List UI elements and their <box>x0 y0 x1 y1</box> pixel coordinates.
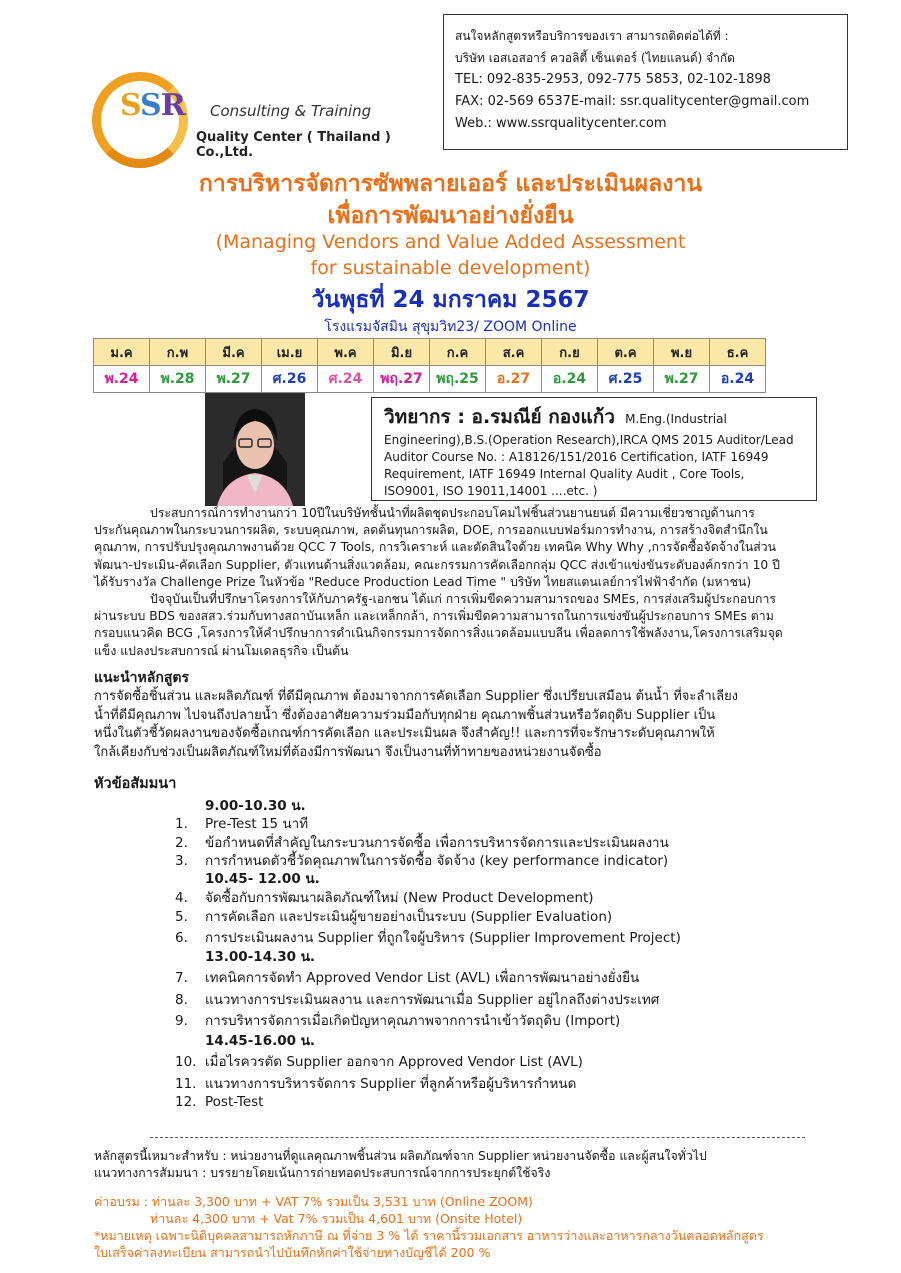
topic-item <box>175 988 659 1010</box>
month-cell: พ.ย <box>654 339 710 366</box>
course-title-en-2: for sustainable development) <box>310 257 591 279</box>
topic-number: 3. <box>175 853 188 869</box>
topic-text: การกำหนดตัวชี้วัดคุณภาพในการจัดซื้อ จัดจ้าง (key performance indicator) <box>205 853 669 869</box>
topic-number: 5. <box>175 909 188 925</box>
topic-item <box>175 1009 620 1031</box>
schedule-table <box>93 338 766 393</box>
topic-number: 2. <box>175 835 188 851</box>
month-cell: ส.ค <box>486 339 542 366</box>
topic-item <box>175 1050 583 1072</box>
topics-heading: หัวข้อสัมมนา <box>94 776 177 792</box>
contact-company: บริษัท เอสเอสอาร์ ควอลิตี้ เซ็นเตอร์ (ไทยแลนด์) จำกัด <box>455 51 735 65</box>
month-cell: ต.ค <box>598 339 654 366</box>
text-line: คุณภาพ, การปรับปรุงคุณภาพงานด้วย QCC 7 Tools, การวิเคราะห์ และตัดสินใจด้วย เทคนิค Why Why ,การจัดซื้อจัดจ้างในส่วน <box>94 540 777 555</box>
course-date: วันพุธที่ 24 มกราคม 2567 <box>311 287 590 313</box>
topic-text: Pre-Test 15 นาที <box>205 816 309 832</box>
text-line: น้ำที่ดีมีคุณภาพ ไปจนถึงปลายน้ำ ซึ่งต้องอาศัยความร่วมมือกับทุกฝ่าย คุณภาพชิ้นส่วนหรือวัตถุดิบ Supplier เป็น <box>94 707 716 723</box>
topic-text: Post-Test <box>205 1094 264 1110</box>
time-slot-4: 14.45-16.00 น. <box>205 1033 316 1049</box>
fee-online: ค่าอบรม : ท่านละ 3,300 บาท + VAT 7% รวมเป็น 3,531 บาท (Online ZOOM) <box>94 1194 533 1209</box>
date-cell: พ.28 <box>150 366 206 393</box>
seminar-method: แนวทางการสัมมนา : บรรยายโดยเน้นการถ่ายทอดประสบการณ์จากการประยุกต์ใช้จริง <box>94 1166 551 1180</box>
contact-fax-email: FAX: 02-569 6537E-mail: ssr.qualitycenter@gmail.com <box>455 94 810 109</box>
instructor-cred-1: M.Eng.(Industrial <box>625 412 727 426</box>
time-slot-1: 9.00-10.30 น. <box>205 798 306 814</box>
topic-item <box>175 966 639 988</box>
date-cell: ศ.24 <box>318 366 374 393</box>
topic-text: แนวทางการบริหารจัดการ Supplier ที่ลูกค้าหรือผู้บริหารกำหนด <box>205 1076 577 1092</box>
contact-tel: TEL: 092-835-2953, 092-775 5853, 02-102-1898 <box>455 72 771 87</box>
instructor-box <box>371 397 817 501</box>
topic-text: แนวทางการประเมินผลงาน และการพัฒนาเมื่อ Supplier อยู่ไกลถึงต่างประเทศ <box>205 992 660 1008</box>
topic-number: 8. <box>175 992 188 1008</box>
topic-number: 12. <box>175 1094 197 1110</box>
time-slot-2: 10.45- 12.00 น. <box>205 871 320 887</box>
text-line: ประสบการณ์การทำงานกว่า 10ปีในบริษัทชั้นนำที่ผลิตชุดประกอบโคมไฟชิ้นส่วนยานยนต์ มีความเชี่ยวชาญด้านการ <box>150 506 755 520</box>
text-line: ปัจจุบันเป็นที่ปรึกษาโครงการให้กับภาครัฐ-เอกชน ได้แก่ การเพิ่มขีดความสามารถของ SMEs, การส่งเสริมผู้ประกอบการ <box>150 592 776 606</box>
month-cell: ก.ค <box>430 339 486 366</box>
month-cell: ธ.ค <box>710 339 766 366</box>
text-line: ประกันคุณภาพในกระบวนการผลิต, ระบบคุณภาพ, ลดต้นทุนการผลิต, DOE, การออกแบบฟอร์มการทำงาน, การสร้างจิตสำนึกใน <box>94 523 768 538</box>
logo-tagline: Consulting & Training <box>210 102 372 120</box>
intro-paragraph <box>94 688 814 762</box>
month-cell: ม.ค <box>94 339 150 366</box>
text-line: ได้รับรางวัล Challenge Prize ในหัวข้อ "Reduce Production Lead Time " บริษัท ไทยสแตนเลย์การไฟฟ้าจำกัด (มหาชน) <box>94 574 752 589</box>
experience-paragraph-2 <box>94 591 814 660</box>
topic-number: 6. <box>175 930 188 946</box>
text-line: การจัดซื้อชิ้นส่วน และผลิตภัณฑ์ ที่ดีมีคุณภาพ ต้องมาจากการคัดเลือก Supplier ซึ่งเปรียบเสมือน ต้นน้ำ ที่จะลำเลียง <box>94 689 739 704</box>
date-cell: ศ.26 <box>262 366 318 393</box>
topic-text: การบริหารจัดการเมื่อเกิดปัญหาคุณภาพจากการนำเข้าวัตถุดิบ (Import) <box>205 1013 621 1029</box>
topic-text: การประเมินผลงาน Supplier ที่ถูกใจผู้บริหาร (Supplier Improvement Project) <box>205 930 681 946</box>
company-logo <box>92 62 432 172</box>
text-line: แข็ง แปลงประสบการณ์ ผ่านโมเดลธุรกิจ เป็นต้น <box>94 643 349 658</box>
contact-intro: สนใจหลักสูตรหรือบริการของเรา สามารถติดต่อได้ที่ : <box>455 29 729 43</box>
topic-number: 4. <box>175 890 188 906</box>
course-title-en-1: (Managing Vendors and Value Added Assessment <box>215 231 686 253</box>
month-cell: เม.ย <box>262 339 318 366</box>
month-cell: ก.พ <box>150 339 206 366</box>
course-title-th-1: การบริหารจัดการซัพพลายเออร์ และประเมินผลงาน <box>198 171 703 197</box>
date-cell: ศ.25 <box>598 366 654 393</box>
logo-company: Quality Center ( Thailand ) Co.,Ltd. <box>196 130 391 160</box>
text-line: พัฒนา-ประเมิน-คัดเลือก Supplier, ตัวแทนด้านสิ่งแวดล้อม, คณะกรรมการคัดเลือกกลุ่ม QCC ส่งเข้าแข่งขันระดับองค์กรกว่า 10 ปี <box>94 557 780 572</box>
text-line: กรอบแนวคิด BCG ,โครงการให้คำปรึกษาการดำเนินกิจกรรมการจัดการสิ่งแวดล้อมแบบลีน เพื่อลดการใช้พลังงาน,โครงการเสริมจุด <box>94 626 783 641</box>
instructor-cred-4: Requirement, IATF 16949 Internal Quality Audit , Core Tools, <box>384 467 745 481</box>
date-cell: อ.27 <box>486 366 542 393</box>
fee-note-2: ใบเสร็จค่าลงทะเบียน สามารถนำไปบันทึกหักค่าใช้จ่ายทางบัญชีได้ 200 % <box>94 1245 491 1260</box>
topic-text: ข้อกำหนดที่สำคัญในกระบวนการจัดซื้อ เพื่อการบริหารจัดการและประเมินผลงาน <box>205 835 669 851</box>
month-cell: มิ.ย <box>374 339 430 366</box>
date-cell: พฤ.27 <box>374 366 430 393</box>
topic-item <box>175 905 612 927</box>
intro-heading: แนะนำหลักสูตร <box>94 670 189 686</box>
text-line: หนึ่งในตัวชี้วัดผลงานของจัดซื้อเกณฑ์การคัดเลือก และประเมินผล จึงสำคัญ!! และการที่จะรักษาระดับคุณภาพให้ <box>94 726 715 741</box>
fee-note-1: *หมายเหตุ เฉพาะนิติบุคคลสามารถหักภาษี ณ ที่จ่าย 3 % ได้ ราคานี้รวมเอกสาร อาหารว่างและอาหารกลางวันตลอดหลักสูตร <box>94 1228 764 1243</box>
course-venue: โรงแรมจัสมิน สุขุมวิท23/ ZOOM Online <box>324 319 577 335</box>
instructor-cred-5: ISO9001, ISO 19011,14001 ....etc. ) <box>384 484 598 498</box>
topic-text: จัดซื้อกับการพัฒนาผลิตภัณฑ์ใหม่ (New Product Development) <box>205 890 594 906</box>
suitable-for: หลักสูตรนี้เหมาะสำหรับ : หน่วยงานที่ดูแลคุณภาพชิ้นส่วน ผลิตภัณฑ์จาก Supplier หน่วยงานจัดซื้อ และผู้สนใจทั่วไป <box>94 1149 707 1163</box>
topic-item <box>175 1094 263 1110</box>
topic-text: การคัดเลือก และประเมินผู้ขายอย่างเป็นระบบ (Supplier Evaluation) <box>205 909 613 925</box>
schedule-months-row <box>94 339 766 366</box>
section-divider <box>150 1137 805 1138</box>
text-line: ใกล้เคียงกับช่วงเป็นผลิตภัณฑ์ใหม่ที่ต้องมีการพัฒนา จึงเป็นงานที่ท้าทายของหน่วยงานจัดซื้อ <box>94 744 602 760</box>
fee-onsite: ท่านละ 4,300 บาท + Vat 7% รวมเป็น 4,601 บาท (Onsite Hotel) <box>150 1211 523 1226</box>
month-cell: มี.ค <box>206 339 262 366</box>
date-cell: อ.24 <box>542 366 598 393</box>
instructor-name: วิทยากร : อ.รมณีย์ กองแก้ว <box>384 406 615 428</box>
text-line: ผ่านระบบ BDS ของสสว.ร่วมกับทางสถาบันเหล็ก และเหล็กกล้า, การเพิ่มขีดความสามารถในการแข่งขันผู้ประกอบการ SMEs ตาม <box>94 609 774 624</box>
topic-number: 10. <box>175 1054 197 1070</box>
instructor-cred-3: Auditor Course No. : A18126/151/2016 Certification, IATF 16949 <box>384 450 769 464</box>
logo-mark: SSR <box>120 88 185 123</box>
topic-text: เทคนิคการจัดทำ Approved Vendor List (AVL) เพื่อการพัฒนาอย่างยั่งยืน <box>205 970 640 986</box>
topic-number: 9. <box>175 1013 188 1029</box>
course-title-th-2: เพื่อการพัฒนาอย่างยั่งยืน <box>327 203 574 229</box>
schedule-dates-row <box>94 366 766 393</box>
month-cell: ก.ย <box>542 339 598 366</box>
date-cell: พฤ.25 <box>430 366 486 393</box>
contact-web: Web.: www.ssrqualitycenter.com <box>455 116 667 131</box>
topic-number: 7. <box>175 970 188 986</box>
date-cell: อ.24 <box>710 366 766 393</box>
date-cell: พ.24 <box>94 366 150 393</box>
month-cell: พ.ค <box>318 339 374 366</box>
date-cell: พ.27 <box>206 366 262 393</box>
instructor-photo <box>205 393 305 506</box>
experience-paragraph-1 <box>94 505 814 591</box>
topic-text: เมื่อไรควรตัด Supplier ออกจาก Approved Vendor List (AVL) <box>205 1054 583 1070</box>
time-slot-3: 13.00-14.30 น. <box>205 949 316 965</box>
instructor-cred-2: Engineering),B.S.(Operation Research),IRCA QMS 2015 Auditor/Lead <box>384 433 794 447</box>
topic-number: 11. <box>175 1076 197 1092</box>
topic-item <box>175 1072 576 1094</box>
contact-box <box>443 14 848 150</box>
date-cell: พ.27 <box>654 366 710 393</box>
topic-number: 1. <box>175 816 188 832</box>
